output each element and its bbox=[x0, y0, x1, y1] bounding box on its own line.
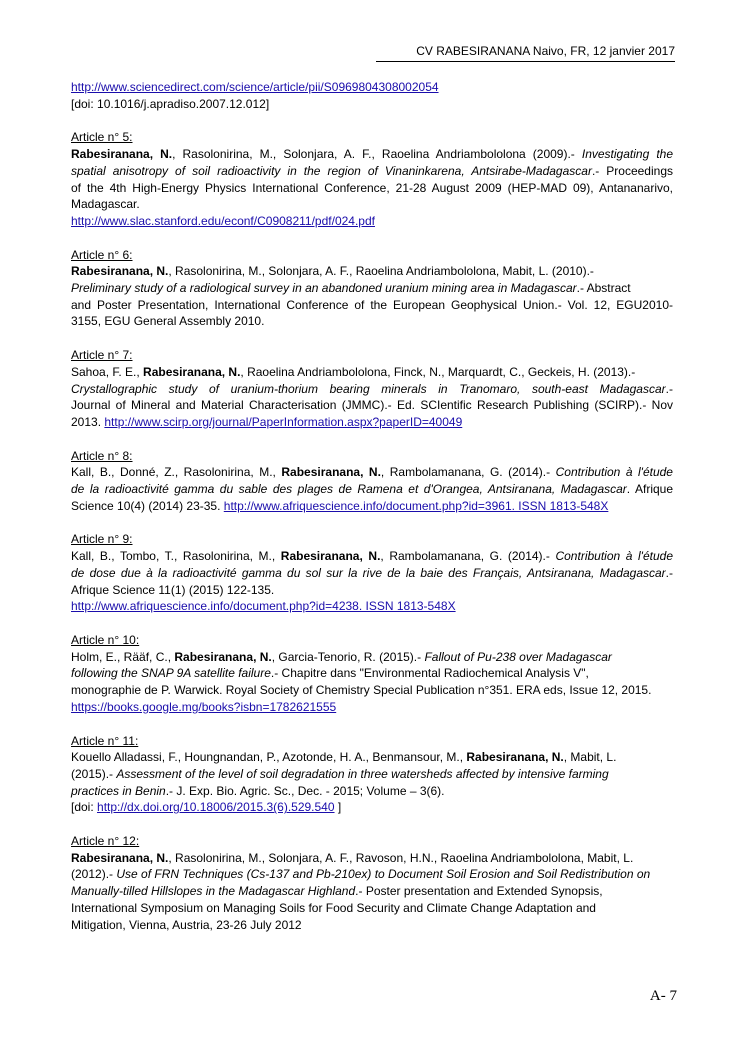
author-name: Rabesiranana, N. bbox=[466, 750, 564, 765]
publication-list bbox=[71, 79, 673, 933]
page-header: CV RABESIRANANA Naivo, FR, 12 janvier 2017 bbox=[376, 44, 675, 62]
page-number: A- 7 bbox=[649, 988, 677, 1004]
article-link[interactable]: http://www.slac.stanford.edu/econf/C0908211/pdf/024.pdf bbox=[71, 213, 375, 228]
article-9: Article n° 9: Kall, B., Tombo, T., Rasolonirina, M., Rabesiranana, N., Rambolamanana, G. (2014).- Contribution à l'étude de dose due à la radioactivité gamma du sol sur la rive de la baie des Français, Antsiranana, Madagascar.- Afrique Science 11(1) (2015) 122-135. http://www.afriquescience.info/document.php?id=4238. ISSN 1813-548X bbox=[71, 532, 673, 614]
intro-doi: [doi: 10.1016/j.apradiso.2007.12.012] bbox=[71, 96, 270, 111]
article-10: Article n° 10: Holm, E., Rääf, C., Rabesiranana, N., Garcia-Tenorio, R. (2015).- Fallout of Pu-238 over Madagascar following the SNAP 9A satellite failure.- Chapitre dans "Environmental Radiochemical Analysis V", monographie de P. Warwick. Royal Society of Chemistry Special Publication n°351. ERA eds, Issue 12, 2015. https://books.google.mg/books?isbn=1782621555 bbox=[71, 632, 673, 716]
author-name: Rabesiranana, N. bbox=[174, 649, 272, 664]
article-heading: Article n° 12: bbox=[71, 834, 140, 849]
article-heading: Article n° 7: bbox=[71, 348, 133, 363]
intro-link[interactable]: http://www.sciencedirect.com/science/article/pii/S0969804308002054 bbox=[71, 80, 439, 94]
article-heading: Article n° 8: bbox=[71, 448, 133, 463]
article-heading: Article n° 5: bbox=[71, 130, 133, 145]
article-12: Article n° 12: Rabesiranana, N., Rasolonirina, M., Solonjara, A. F., Ravoson, H.N., Raoelina Andriambololona, Mabit, L. (2012).- Use of FRN Techniques (Cs-137 and Pb-210ex) to Document Soil Erosion and Soil Redistribution on Manually-tilled Hillslopes in the Madagascar Highland.- Poster presentation and Extended Synopsis, International Symposium on Managing Soils for Food Security and Climate Change Adaptation and Mitigation, Vienna, Austria, 23-26 July 2012 bbox=[71, 833, 673, 933]
article-11: Article n° 11: Kouello Alladassi, F., Houngnandan, P., Azotonde, H. A., Benmansour, M., Rabesiranana, N., Mabit, L. (2015).- Assessment of the level of soil degradation in three watersheds affected by intensive farming practices in Benin.- J. Exp. Bio. Agric. Sc., Dec. - 2015; Volume – 3(6). [doi: http://dx.doi.org/10.18006/2015.3(6).529.540 ] bbox=[71, 733, 673, 817]
author-name: Rabesiranana, N. bbox=[281, 465, 381, 480]
article-link[interactable]: http://www.afriquescience.info/document.php?id=3961. ISSN 1813-548X bbox=[223, 498, 609, 513]
article-heading: Article n° 10: bbox=[71, 632, 140, 647]
author-name: Rabesiranana, N. bbox=[71, 147, 173, 162]
article-doi-link[interactable]: http://dx.doi.org/10.18006/2015.3(6).529.540 bbox=[97, 800, 335, 815]
author-name: Rabesiranana, N. bbox=[71, 850, 169, 865]
article-8: Article n° 8: Kall, B., Donné, Z., Rasolonirina, M., Rabesiranana, N., Rambolamanana, G. (2014).- Contribution à l'étude de la radioactivité gamma du sable des plages de Ramena et d'Orangea, Antsiranana, Madagascar. Afrique Science 10(4) (2014) 23-35. http://www.afriquescience.info/document.php?id=3961. ISSN 1813-548X bbox=[71, 448, 674, 513]
author-name: Rabesiranana, N. bbox=[71, 264, 169, 279]
article-5: Article n° 5: Rabesiranana, N., Rasolonirina, M., Solonjara, A. F., Raoelina Andriambololona (2009).- Investigating the spatial anisotropy of soil radioactivity in the region of Vinaninkarena, Antsirabe-Madagascar.- Proceedings of the 4th High-Energy Physics International Conference, 21-28 August 2009 (HEP-MAD 09), Antananarivo, Madagascar. http://www.slac.stanford.edu/econf/C0908211/pdf/024.pdf bbox=[71, 130, 673, 228]
article-heading: Article n° 9: bbox=[71, 532, 133, 547]
author-name: Rabesiranana, N. bbox=[143, 364, 241, 379]
article-link[interactable]: http://www.afriquescience.info/document.php?id=4238. ISSN 1813-548X bbox=[71, 599, 456, 614]
article-7: Article n° 7: Sahoa, F. E., Rabesiranana, N., Raoelina Andriambololona, Finck, N., Marquardt, C., Geckeis, H. (2013).- Crystallographic study of uranium-thorium bearing minerals in Tranomaro, south-east Madagascar.- Journal of Mineral and Material Characterisation (JMMC).- Ed. SCIentific Research Publishing (SCIRP).- Nov 2013. http://www.scirp.org/journal/PaperInformation.aspx?paperID=40049 bbox=[71, 348, 673, 429]
author-name: Rabesiranana, N. bbox=[280, 549, 381, 564]
article-link[interactable]: https://books.google.mg/books?isbn=1782621555 bbox=[71, 699, 337, 714]
article-heading: Article n° 11: bbox=[71, 733, 139, 748]
article-heading: Article n° 6: bbox=[71, 247, 133, 262]
article-link[interactable]: http://www.scirp.org/journal/PaperInformation.aspx?paperID=40049 bbox=[104, 414, 463, 429]
article-6: Article n° 6: Rabesiranana, N., Rasolonirina, M., Solonjara, A. F., Raoelina Andriambololona, Mabit, L. (2010).- Preliminary study of a radiological survey in an abandoned uranium mining area in Madagascar.- Abstract and Poster Presentation, International Conference of the European Geophysical Union.- Vol. 12, EGU2010- 3155, EGU General Assembly 2010. bbox=[71, 247, 673, 329]
